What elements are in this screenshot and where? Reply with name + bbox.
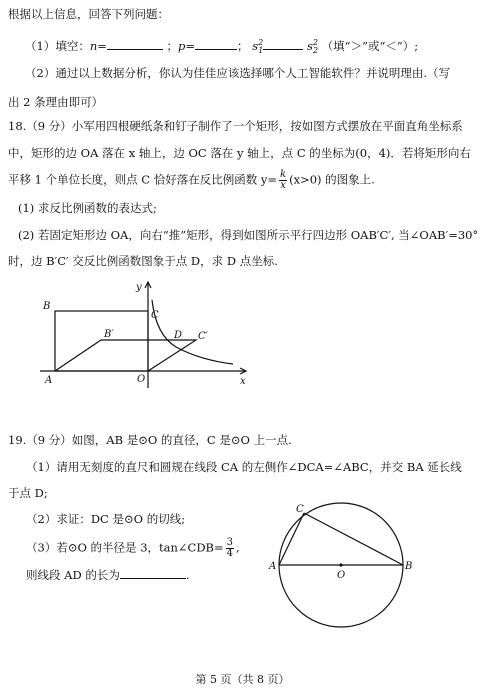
q19-sub1-line1: （1）请用无刻度的直尺和圆规在线段 CA 的左侧作∠DCA=∠ABC，并交 BA 延长线	[26, 460, 462, 474]
q18-line3a: 平移 1 个单位长度，则点 C 恰好落在反比例函数 y=	[8, 172, 278, 187]
q18-line2: 中，矩形的边 OA 落在 x 轴上，边 OC 落在 y 轴上，点 C 的坐标为(0，4)．若将矩形向右	[8, 146, 471, 160]
fill-note: （填“＞”或“＜”）;	[321, 38, 419, 53]
s1-symbol: $s^2_1$	[252, 38, 264, 56]
q17-part1-label: （1）填空：	[25, 38, 90, 53]
q19-sub3a: （3）若⊙O 的半径是 3，tan∠CDB=	[26, 540, 224, 555]
q19-score: （9 分）	[26, 433, 72, 447]
s2-symbol: $s^2_2$	[306, 38, 319, 56]
q18-number: 18.	[8, 119, 27, 133]
q17-part2-line1: （2）通过以上数据分析，你认为佳佳应该选择哪个人工智能软件？并说明理由.（写	[25, 66, 450, 80]
q19-number: 19.	[8, 433, 27, 447]
q18-score: （9 分）	[26, 119, 72, 133]
fig18-label-y: y	[136, 282, 142, 293]
n-label: n=	[89, 38, 107, 53]
q18-sub2-line1: (2) 若固定矩形边 OA，向右“推”矩形，得到如图所示平行四边形 OAB′C′, 当∠OAB′=30°	[18, 228, 479, 242]
fig18-label-C: C	[151, 310, 159, 321]
q19-sub2: （2）求证：DC 是⊙O 的切线;	[26, 512, 186, 526]
fig18-label-O: O	[137, 374, 146, 385]
q18-sub2-line2: 时，边 B′C′ 交反比例函数图象于点 D，求 D 点坐标.	[8, 254, 278, 268]
q19-sub3-line2-text: 则线段 AD 的长为	[26, 568, 120, 582]
fig18-label-A: A	[45, 375, 53, 386]
fig18-label-Cp: C′	[198, 331, 208, 342]
chord-AC	[279, 513, 304, 565]
fig19-label-B: B	[405, 561, 413, 572]
three-quarters-fraction: $\frac{3}{4}$	[226, 537, 234, 559]
fig18-label-Bp: B′	[104, 329, 114, 340]
fig19-label-O: O	[337, 570, 346, 581]
q19-text1: 如图，AB 是⊙O 的直径，C 是⊙O 上一点.	[71, 433, 292, 447]
fig19-label-C: C	[296, 504, 304, 515]
q19-sub3-line2: 则线段 AD 的长为 .	[26, 568, 190, 582]
q18-text1: 小军用四根硬纸条和钉子制作了一个矩形，按如图方式摆放在平面直角坐标系	[71, 119, 463, 133]
k-over-x-fraction: $\frac{k}{x}$	[280, 169, 287, 191]
intro-text: 根据以上信息，回答下列问题：	[8, 7, 169, 21]
fig18-label-B: B	[43, 301, 51, 312]
fig18-label-x: x	[240, 376, 246, 387]
q18-line3b: (x>0) 的图象上.	[289, 172, 375, 187]
q17-part2-line2: 出 2 条理由即可）	[8, 95, 104, 109]
q18-sub1: (1) 求反比例函数的表达式;	[18, 201, 157, 215]
center-point	[339, 563, 342, 566]
page-footer: 第 5 页（共 8 页）	[195, 673, 290, 686]
q17-part1: （1）填空：n= ；p= ； $s^2_1$ $s^2_2$ （填“＞”或“＜”）;	[25, 38, 419, 56]
fig19-label-A: A	[269, 561, 277, 572]
q19-sub1-line2: 于点 D;	[8, 486, 48, 500]
fig18-label-D: D	[174, 330, 183, 341]
chord-CB	[304, 513, 403, 565]
p-label: p=	[178, 38, 196, 53]
q19-sub3b: ,	[236, 540, 240, 555]
